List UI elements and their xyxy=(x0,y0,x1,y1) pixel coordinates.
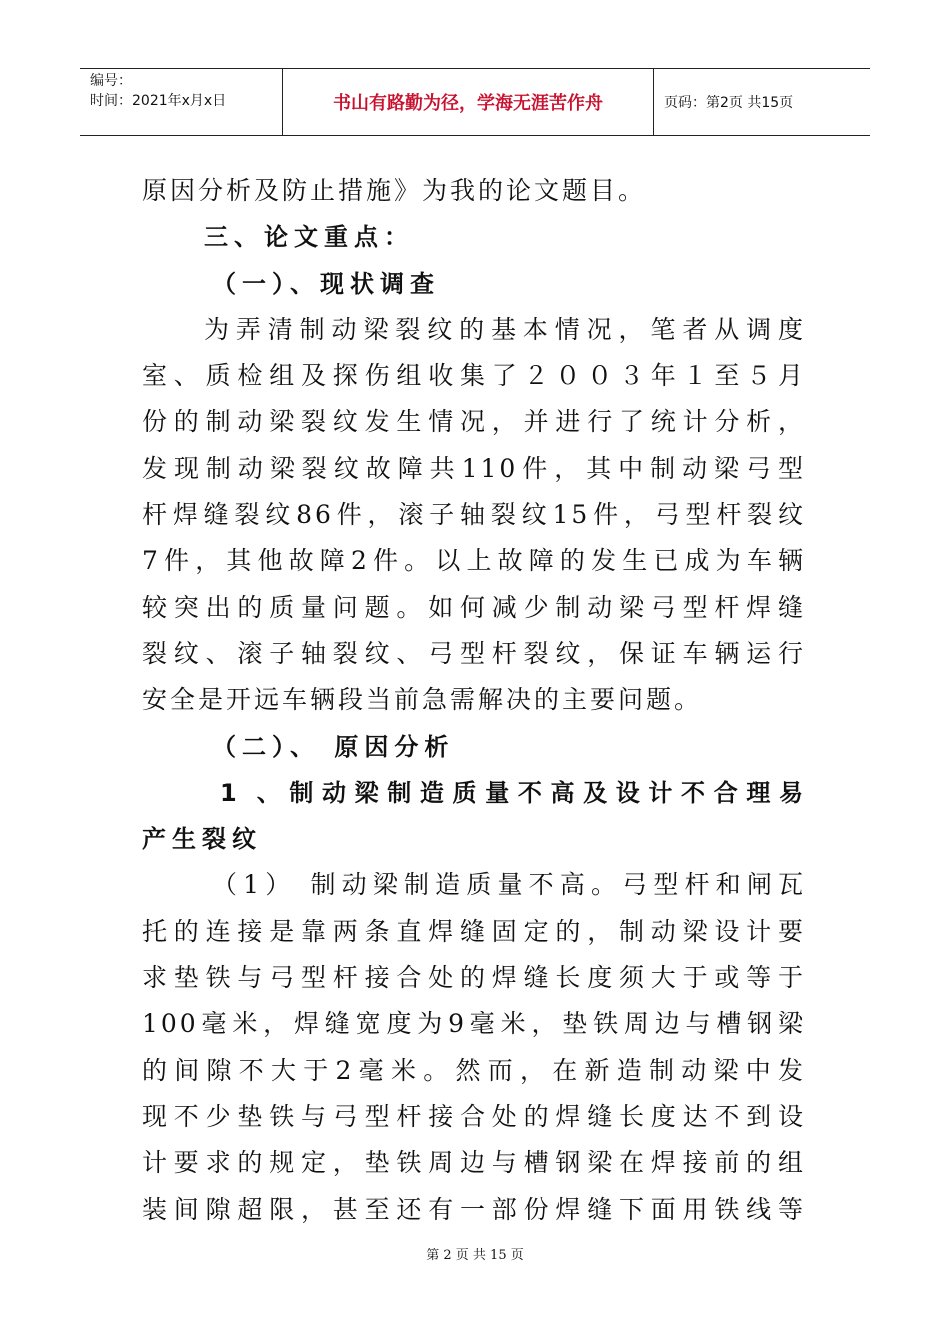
document-number-label: 编号： xyxy=(90,73,132,89)
paragraph-line: 发现制动梁裂纹故障共110件，其中制动梁弓型 xyxy=(142,453,806,483)
paragraph-line: 为弄清制动梁裂纹的基本情况，笔者从调度 xyxy=(204,314,806,344)
paragraph-line: 室、质检组及探伤组收集了２００３年１至５月 xyxy=(142,361,806,391)
paragraph-line: 现不少垫铁与弓型杆接合处的焊缝长度达不到设 xyxy=(142,1101,806,1131)
section-heading: 三、论文重点： xyxy=(204,223,414,252)
paragraph-line: 的间隙不大于2毫米。然而，在新造制动梁中发 xyxy=(142,1055,806,1085)
paragraph-line: 100毫米，焊缝宽度为9毫米，垫铁周边与槽钢梁 xyxy=(142,1009,806,1039)
paragraph-line: 托的连接是靠两条直焊缝固定的，制动梁设计要 xyxy=(142,916,806,946)
numbered-heading: 1 、制动梁制造质量不高及设计不合理易 xyxy=(220,778,806,807)
header-motto: 书山有路勤为径，学海无涯苦作舟 xyxy=(282,69,654,135)
paragraph-line: 裂纹、滚子轴裂纹、弓型杆裂纹，保证车辆运行 xyxy=(142,638,806,668)
paragraph-line: 计要求的规定，垫铁周边与槽钢梁在焊接前的组 xyxy=(142,1148,806,1178)
paragraph-line: 安全是开远车辆段当前急需解决的主要问题。 xyxy=(142,685,703,715)
paragraph-line: 较突出的质量问题。如何减少制动梁弓型杆焊缝 xyxy=(142,592,806,622)
paragraph-line: 原因分析及防止措施》为我的论文题目。 xyxy=(142,176,647,205)
paragraph-line: 装间隙超限，甚至还有一部份焊缝下面用铁线等 xyxy=(142,1194,806,1224)
document-time-label: 时间：2021年x月x日 xyxy=(90,93,227,109)
document-body xyxy=(142,168,806,1233)
page-header xyxy=(80,68,870,136)
paragraph-line: 份的制动梁裂纹发生情况，并进行了统计分析， xyxy=(142,407,806,437)
page-footer: 第 2 页 共 15 页 xyxy=(426,1248,524,1263)
header-meta xyxy=(80,69,282,135)
numbered-heading-continued: 产生裂纹 xyxy=(142,825,262,854)
paragraph-line: 求垫铁与弓型杆接合处的焊缝长度须大于或等于 xyxy=(142,963,806,993)
header-page-info: 页码：第2页 共15页 xyxy=(664,95,794,111)
paragraph-line: 杆焊缝裂纹86件，滚子轴裂纹15件，弓型杆裂纹 xyxy=(142,500,806,530)
paragraph-line: 7件，其他故障2件。以上故障的发生已成为车辆 xyxy=(142,546,806,576)
paragraph-line: （1） 制动梁制造质量不高。弓型杆和闸瓦 xyxy=(212,870,806,900)
subsection-heading: （二）、 原因分析 xyxy=(212,732,455,761)
subsection-heading: （一）、现状调查 xyxy=(212,269,440,298)
